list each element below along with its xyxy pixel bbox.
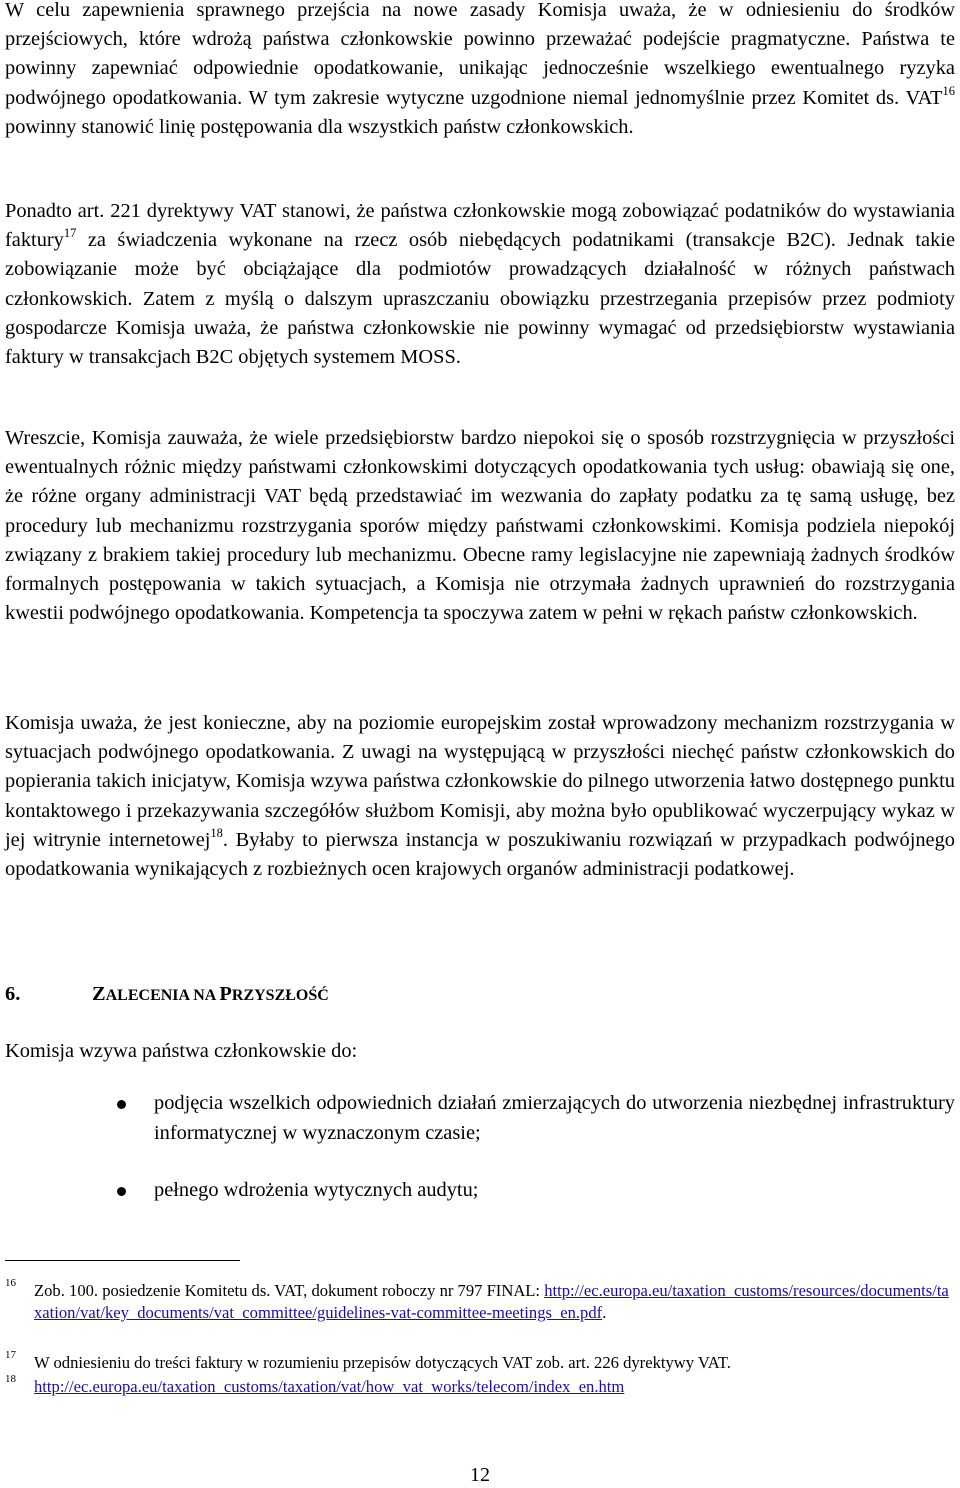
- recommendations-intro: Komisja wzywa państwa członkowskie do:: [5, 1040, 358, 1062]
- paragraph-transition: [5, 0, 955, 142]
- page-number: 12: [470, 1464, 490, 1486]
- paragraph-text: W celu zapewnienia sprawnego przejścia na nowe zasady Komisja uważa, że w odniesieniu do środków przejściowych, które wdrożą państwa członkowskie powinno przeważać podejście pragmatyczne. Państwa te powinny zapewniać odpowiednie opodatkowanie, unikając jednocześnie wszelkiego ewentualnego ryzyka podwójnego opodatkowania. W tym zakresie wytyczne uzgodnione niemal jednomyślnie przez Komitet ds. VAT: [5, 0, 955, 109]
- footnote-ref-16[interactable]: 16: [942, 83, 955, 98]
- list-item-text: podjęcia wszelkich odpowiednich działań zmierzających do utworzenia niezbędnej infrastruktury informatycznej w wyznaczonym czasie;: [154, 1092, 955, 1144]
- footnote-18: [5, 1373, 955, 1398]
- paragraph-text: Ponadto art. 221 dyrektywy VAT stanowi, że państwa członkowskie mogą zobowiązać podatników do wystawiania faktury: [5, 200, 955, 252]
- paragraph-mechanism: [5, 709, 955, 884]
- footnote-link[interactable]: http://ec.europa.eu/taxation_customs/taxation/vat/how_vat_works/telecom/index_en.htm: [34, 1377, 625, 1396]
- footnote-mark: 17: [5, 1349, 16, 1361]
- recommendations-list: [5, 1089, 955, 1206]
- footnote-16: 16 Zob. 100. posiedzenie Komitetu ds. VAT, dokument roboczy nr 797 FINAL: http://ec.europa.eu/taxation_customs/resources/documents/taxation/vat/key_documents/vat_committee/guidelines-vat-committee-meetings_en.pdf.: [5, 1280, 955, 1324]
- footnote-link[interactable]: http://ec.europa.eu/taxation_customs/resources/documents/taxation/vat/key_documents/vat_committee/guidelines-vat-committee-meetings_en.pdf: [34, 1281, 949, 1322]
- paragraph-text: powinny stanowić linię postępowania dla wszystkich państw członkowskich.: [5, 115, 634, 138]
- footnote-text: Zob. 100. posiedzenie Komitetu ds. VAT, dokument roboczy nr 797 FINAL:: [34, 1281, 545, 1300]
- paragraph-text: Komisja uważa, że jest konieczne, aby na poziomie europejskim został wprowadzony mechanizm rozstrzygania w sytuacjach podwójnego opodatkowania. Z uwagi na występującą w przyszłości niechęć państw członkowskich do popierania takich inicjatyw, Komisja wzywa państwa członkowskie do pilnego utworzenia łatwo dostępnego punktu kontaktowego i przekazywania szczegółów służbom Komisji, aby można było opublikować wyczerpujący wykaz w jej witrynie internetowej: [5, 712, 955, 851]
- paragraph-text: za świadczenia wykonane na rzecz osób niebędących podatnikami (transakcje B2C). Jednak takie zobowiązanie może być obciążające dla podmiotów prowadzących działalność w różnych państwach członkowskich. Zatem z myślą o dalszym upraszczaniu obowiązku przestrzegania przepisów przez podmioty gospodarcze Komisja uważa, że państwa członkowskie nie powinny wymagać od przedsiębiorstw wystawiania faktury w transakcjach B2C objętych systemem MOSS.: [5, 229, 955, 369]
- footnote-mark: 16: [5, 1277, 16, 1289]
- footnote-17: [5, 1349, 955, 1374]
- section-heading: [5, 980, 329, 1010]
- bullet-icon: [117, 1187, 126, 1196]
- footnote-text: W odniesieniu do treści faktury w rozumieniu przepisów dotyczących VAT zob. art. 226 dyrektywy VAT.: [34, 1353, 731, 1372]
- footnote-ref-18[interactable]: 18: [210, 825, 223, 840]
- list-item-text: pełnego wdrożenia wytycznych audytu;: [154, 1179, 479, 1201]
- bullet-icon: [117, 1100, 126, 1109]
- footnote-ref-17[interactable]: 17: [63, 226, 77, 241]
- paragraph-invoicing: [5, 197, 955, 372]
- footnote-mark: 18: [5, 1373, 16, 1385]
- list-item: [5, 1176, 955, 1206]
- section-number: 6.: [5, 983, 21, 1005]
- section-title: ZALECENIA NA PRZYSZŁOŚĆ: [92, 983, 329, 1005]
- paragraph-disputes: Wreszcie, Komisja zauważa, że wiele przedsiębiorstw bardzo niepokoi się o sposób rozstrzygnięcia w przyszłości ewentualnych różnic między państwami członkowskimi dotyczących opodatkowania tych usług: obawiają się one, że różne organy administracji VAT będą przedstawiać im wezwania do zapłaty podatku za tę samą usługę, bez procedury lub mechanizmu rozstrzygania sporów między państwami członkowskimi. Komisja podziela niepokój związany z brakiem takiej procedury lub mechanizmu. Obecne ramy legislacyjne nie zapewniają żadnych środków formalnych postępowania w takich sytuacjach, a Komisja nie otrzymała żadnych uprawnień do rozstrzygania kwestii podwójnego opodatkowania. Kompetencja ta spoczywa zatem w pełni w rękach państw członkowskich.: [5, 427, 955, 625]
- footnote-separator: [5, 1260, 240, 1261]
- paragraph-text: . Byłaby to pierwsza instancja w poszukiwaniu rozwiązań w przypadkach podwójnego opodatkowania wynikających z rozbieżnych ocen krajowych organów administracji podatkowej.: [5, 828, 955, 881]
- list-item: [5, 1089, 955, 1148]
